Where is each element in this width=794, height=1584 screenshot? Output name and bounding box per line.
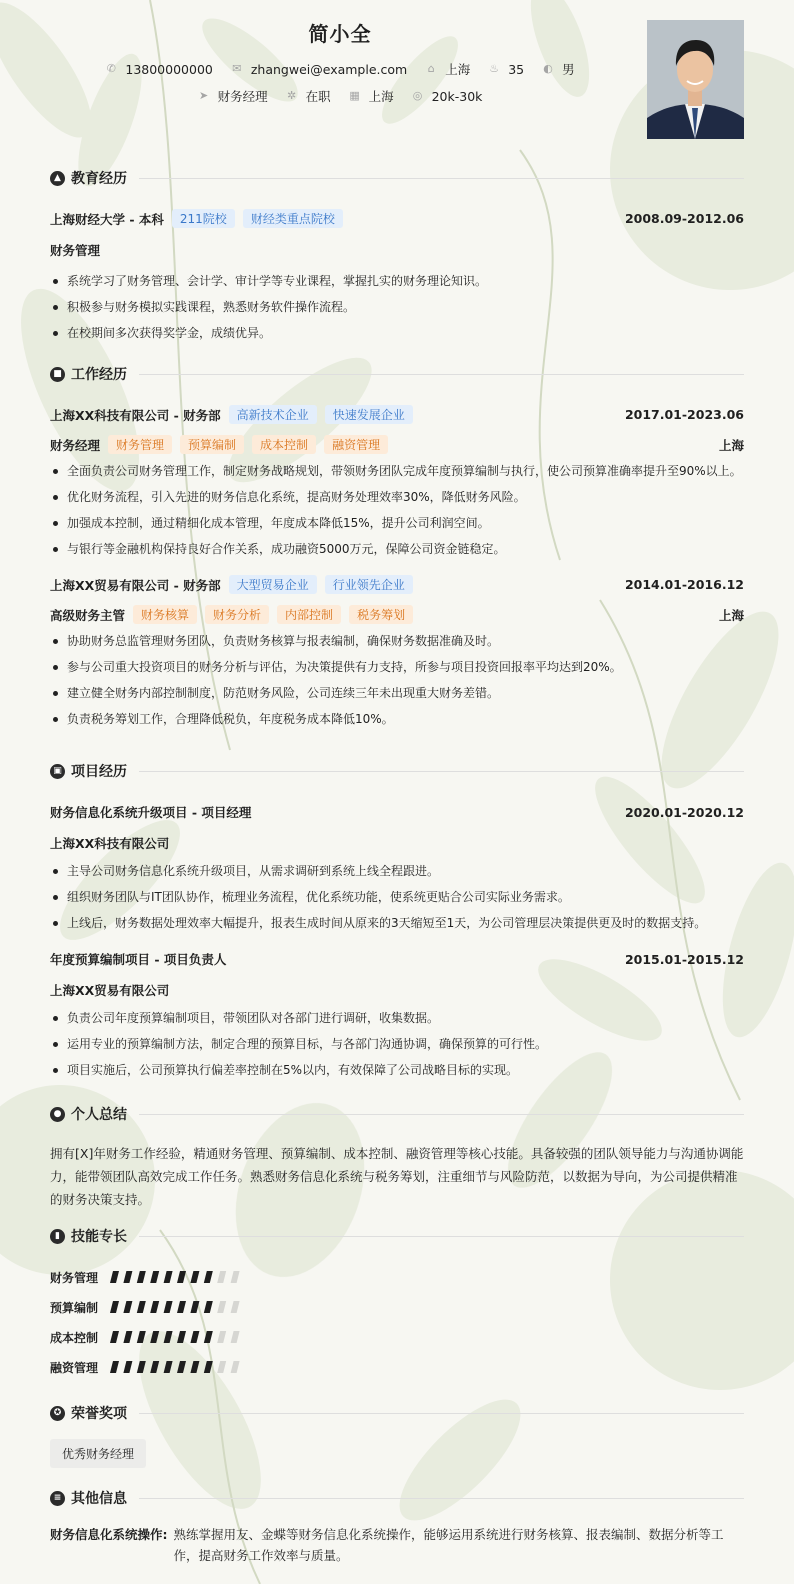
education-title — [50, 168, 744, 188]
user-icon: ● — [50, 1107, 65, 1122]
section-divider — [139, 771, 744, 772]
target-city-text: 上海 — [368, 89, 394, 104]
work-role-row — [50, 605, 744, 624]
skill-segment-filled — [204, 1271, 213, 1283]
age-text: 35 — [508, 61, 525, 77]
project-title-row — [50, 950, 744, 968]
skill-segment-filled — [123, 1361, 132, 1373]
skill-segment-empty — [231, 1301, 240, 1313]
work-section — [50, 364, 744, 732]
skill-segment-empty — [217, 1301, 226, 1313]
work-bullets — [50, 628, 744, 732]
settings-icon: ✲ — [286, 89, 297, 102]
skill-segment-empty — [231, 1361, 240, 1373]
skill-row — [50, 1352, 744, 1382]
skill-segment-filled — [123, 1331, 132, 1343]
skill-segment-filled — [137, 1271, 146, 1283]
send-icon: ➤ — [198, 89, 209, 102]
project-title-row — [50, 803, 744, 821]
other-key: 财务信息化系统操作: — [50, 1527, 168, 1542]
skills-title — [50, 1226, 744, 1246]
skill-segment-filled — [123, 1301, 132, 1313]
project-company-row — [50, 981, 744, 999]
project-title: 财务信息化系统升级项目 - 项目经理 — [50, 805, 252, 820]
school-name: 上海财经大学 - 本科 — [50, 211, 164, 227]
skill-segment-filled — [177, 1331, 186, 1343]
project-company: 上海XX科技有限公司 — [50, 836, 170, 851]
work-period: 2014.01-2016.12 — [624, 577, 744, 592]
education-period: 2008.09-2012.06 — [624, 211, 744, 226]
skill-segment-filled — [137, 1331, 146, 1343]
summary-heading: 个人总结 — [71, 1107, 127, 1123]
other-title — [50, 1488, 744, 1508]
school-tag: 211院校 — [172, 209, 235, 228]
skill-segment-filled — [110, 1301, 119, 1313]
coin-icon: ◎ — [412, 89, 423, 102]
skill-segment-empty — [231, 1271, 240, 1283]
work-period: 2017.01-2023.06 — [624, 407, 744, 422]
email-text: zhangwei@example.com — [250, 61, 408, 77]
skill-segment-filled — [204, 1301, 213, 1313]
skill-segment-filled — [190, 1331, 199, 1343]
list-item: 系统学习了财务管理、会计学、审计学等专业课程，掌握扎实的财务理论知识。 — [50, 268, 744, 294]
skill-level-bar — [110, 1301, 246, 1313]
briefcase-icon: ■ — [50, 367, 65, 382]
city-item — [425, 60, 470, 78]
list-item: 负责公司年度预算编制项目，带领团队对各部门进行调研，收集数据。 — [50, 1005, 744, 1031]
skill-segment-filled — [150, 1361, 159, 1373]
skill-segment-filled — [123, 1271, 132, 1283]
section-divider — [139, 1114, 744, 1115]
education-heading: 教育经历 — [71, 171, 127, 187]
skills-heading: 技能专长 — [71, 1229, 127, 1245]
salary-item — [412, 89, 483, 104]
contact-row — [0, 60, 680, 78]
company-name: 上海XX科技有限公司 - 财务部 — [50, 407, 221, 423]
list-item: 在校期间多次获得奖学金，成绩优异。 — [50, 320, 744, 346]
job-intent-row — [0, 87, 680, 105]
list-item: 负责税务筹划工作，合理降低税负，年度税务成本降低10%。 — [50, 706, 744, 732]
skill-segment-filled — [110, 1331, 119, 1343]
skill-segment-filled — [110, 1361, 119, 1373]
graduation-cap-icon: ▲ — [50, 171, 65, 186]
skill-segment-filled — [164, 1361, 173, 1373]
skill-segment-empty — [217, 1361, 226, 1373]
skill-segment-filled — [177, 1271, 186, 1283]
work-bullets — [50, 458, 744, 562]
skill-segment-filled — [190, 1301, 199, 1313]
summary-section — [50, 1104, 744, 1211]
company-tag: 快速发展企业 — [325, 405, 413, 424]
role-tag: 财务核算 — [133, 605, 197, 624]
work-location: 上海 — [718, 437, 744, 453]
skill-name: 融资管理 — [50, 1360, 99, 1375]
email-item — [231, 62, 407, 77]
projects-section — [50, 761, 744, 1083]
skill-level-bar — [110, 1271, 246, 1283]
other-heading: 其他信息 — [71, 1491, 127, 1507]
skill-segment-filled — [164, 1271, 173, 1283]
work-location: 上海 — [718, 607, 744, 623]
skill-segment-filled — [164, 1331, 173, 1343]
projects-heading: 项目经历 — [71, 764, 127, 780]
skill-segment-filled — [150, 1301, 159, 1313]
role-tag: 财务管理 — [108, 435, 172, 454]
section-divider — [139, 374, 744, 375]
company-tag: 高新技术企业 — [229, 405, 317, 424]
role-name: 财务经理 — [50, 437, 101, 453]
skill-segment-filled — [177, 1361, 186, 1373]
phone-icon: ✆ — [106, 62, 116, 75]
skill-name: 成本控制 — [50, 1330, 99, 1345]
skills-section — [50, 1226, 744, 1382]
list-item: 建立健全财务内部控制制度，防范财务风险，公司连续三年未出现重大财务差错。 — [50, 680, 744, 706]
honors-heading: 荣誉奖项 — [71, 1406, 127, 1422]
major-row — [50, 241, 744, 259]
salary-text: 20k-30k — [431, 88, 483, 104]
role-tag: 财务分析 — [205, 605, 269, 624]
chart-icon: ▮ — [50, 1229, 65, 1244]
project-company-row — [50, 834, 744, 852]
skill-level-bar — [110, 1361, 246, 1373]
phone-text: 13800000000 — [125, 61, 213, 77]
other-section — [50, 1488, 744, 1566]
list-item: 加强成本控制，通过精细化成本管理，年度成本降低15%，提升公司利润空间。 — [50, 510, 744, 536]
work-heading: 工作经历 — [71, 367, 127, 383]
city-text: 上海 — [445, 62, 471, 77]
project-bullets — [50, 858, 744, 936]
avatar — [647, 20, 744, 139]
award-icon: ✪ — [50, 1406, 65, 1421]
role-tag: 内部控制 — [277, 605, 341, 624]
skill-segment-filled — [137, 1301, 146, 1313]
role-tag: 税务筹划 — [349, 605, 413, 624]
gender-item — [542, 60, 575, 78]
education-bullets — [50, 268, 744, 346]
project-period: 2020.01-2020.12 — [624, 804, 744, 820]
work-role-row — [50, 435, 744, 454]
skill-segment-filled — [177, 1301, 186, 1313]
skill-name: 财务管理 — [50, 1270, 99, 1285]
honors-list — [50, 1439, 744, 1468]
work-title — [50, 364, 744, 384]
skill-segment-filled — [164, 1301, 173, 1313]
candidate-name: 简小全 — [308, 22, 372, 46]
skill-segment-filled — [190, 1271, 199, 1283]
skill-segment-empty — [217, 1271, 226, 1283]
list-item: 优化财务流程，引入先进的财务信息化系统，提高财务处理效率30%，降低财务风险。 — [50, 484, 744, 510]
school-tag: 财经类重点院校 — [243, 209, 343, 228]
role-name: 高级财务主管 — [50, 607, 126, 623]
role-tag: 预算编制 — [180, 435, 244, 454]
list-item: 上线后，财务数据处理效率大幅提升，报表生成时间从原来的3天缩短至1天，为公司管理层决策提供更及时的数据支持。 — [50, 910, 744, 936]
gender-icon: ◐ — [543, 62, 553, 75]
section-divider — [139, 1498, 744, 1499]
list-item: 参与公司重大投资项目的财务分析与评估，为决策提供有力支持，所参与项目投资回报率平均达到20%。 — [50, 654, 744, 680]
project-bullets — [50, 1005, 744, 1083]
mail-icon: ✉ — [232, 62, 242, 75]
project-period: 2015.01-2015.12 — [624, 951, 744, 967]
skill-segment-filled — [137, 1361, 146, 1373]
honor-badge: 优秀财务经理 — [50, 1439, 146, 1468]
section-divider — [139, 1236, 744, 1237]
info-icon: ≡ — [50, 1491, 65, 1506]
major-name: 财务管理 — [50, 243, 101, 258]
education-section — [50, 168, 744, 346]
building-icon: ▦ — [349, 89, 360, 102]
target-city-item — [349, 87, 394, 105]
age-item — [488, 62, 524, 77]
other-row — [50, 1524, 744, 1566]
skill-segment-empty — [217, 1331, 226, 1343]
honors-title — [50, 1403, 744, 1423]
list-item: 主导公司财务信息化系统升级项目，从需求调研到系统上线全程跟进。 — [50, 858, 744, 884]
company-tag: 行业领先企业 — [325, 575, 413, 594]
skills-list — [50, 1262, 744, 1382]
skill-segment-filled — [150, 1271, 159, 1283]
skill-segment-filled — [150, 1331, 159, 1343]
skill-row — [50, 1262, 744, 1292]
company-name: 上海XX贸易有限公司 - 财务部 — [50, 577, 221, 593]
skill-level-bar — [110, 1331, 246, 1343]
skill-row — [50, 1292, 744, 1322]
skill-name: 预算编制 — [50, 1300, 99, 1315]
gender-text: 男 — [562, 62, 575, 77]
project-title: 年度预算编制项目 - 项目负责人 — [50, 952, 227, 967]
work-company-row — [50, 405, 744, 424]
list-item: 组织财务团队与IT团队协作，梳理业务流程，优化系统功能，使系统更贴合公司实际业务需求。 — [50, 884, 744, 910]
section-divider — [139, 178, 744, 179]
position-text: 财务经理 — [217, 89, 268, 104]
projects-title — [50, 761, 744, 781]
grid-icon: ▣ — [50, 764, 65, 779]
skill-segment-filled — [190, 1361, 199, 1373]
status-text: 在职 — [305, 89, 331, 104]
honors-section — [50, 1403, 744, 1468]
skill-segment-filled — [204, 1361, 213, 1373]
project-company: 上海XX贸易有限公司 — [50, 983, 170, 998]
education-row — [50, 209, 744, 228]
list-item: 与银行等金融机构保持良好合作关系，成功融资5000万元，保障公司资金链稳定。 — [50, 536, 744, 562]
summary-text: 拥有[X]年财务工作经验，精通财务管理、预算编制、成本控制、融资管理等核心技能。具备较强的团队领导能力与沟通协调能力，能带领团队高效完成工作任务。熟悉财务信息化系统与税务筹划，注重细节与风险防范，以数据为导向，为公司提供精准的财务决策支持。 — [50, 1146, 744, 1207]
list-item: 协助财务总监管理财务团队，负责财务核算与报表编制，确保财务数据准确及时。 — [50, 628, 744, 654]
cake-icon: ♨ — [489, 62, 500, 75]
skill-segment-filled — [110, 1271, 119, 1283]
list-item: 项目实施后，公司预算执行偏差率控制在5%以内，有效保障了公司战略目标的实现。 — [50, 1057, 744, 1083]
role-tag: 融资管理 — [324, 435, 388, 454]
status-item — [286, 87, 331, 105]
position-item — [198, 87, 268, 105]
summary-title — [50, 1104, 744, 1124]
skill-row — [50, 1322, 744, 1352]
role-tag: 成本控制 — [252, 435, 316, 454]
list-item: 积极参与财务模拟实践课程，熟悉财务软件操作流程。 — [50, 294, 744, 320]
other-value: 熟练掌握用友、金蝶等财务信息化系统操作，能够运用系统进行财务核算、报表编制、数据分析等工作，提高财务工作效率与质量。 — [173, 1527, 724, 1563]
home-icon: ⌂ — [427, 62, 435, 75]
phone-item — [105, 62, 212, 77]
list-item: 全面负责公司财务管理工作，制定财务战略规划，带领财务团队完成年度预算编制与执行，使公司预算准确率提升至90%以上。 — [50, 458, 744, 484]
list-item: 运用专业的预算编制方法，制定合理的预算目标，与各部门沟通协调，确保预算的可行性。 — [50, 1031, 744, 1057]
skill-segment-filled — [204, 1331, 213, 1343]
company-tag: 大型贸易企业 — [229, 575, 317, 594]
section-divider — [139, 1413, 744, 1414]
work-company-row — [50, 575, 744, 594]
skill-segment-empty — [231, 1331, 240, 1343]
